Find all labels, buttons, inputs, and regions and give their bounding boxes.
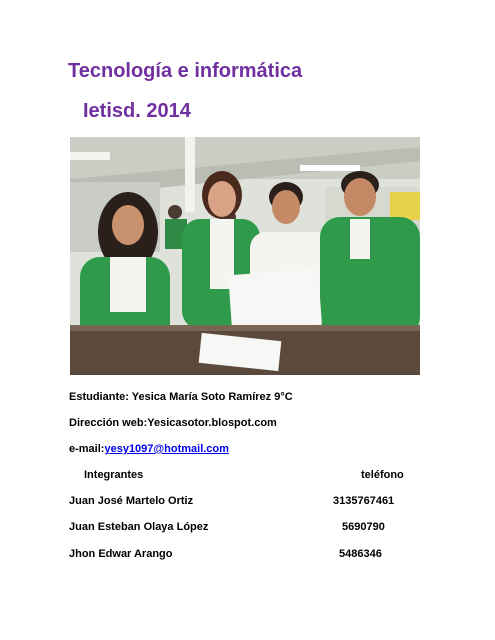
student-name: Estudiante: Yesica María Soto Ramírez 9°C <box>69 391 293 403</box>
email-line <box>69 443 229 455</box>
students-photo <box>70 137 420 375</box>
members-header: Integrantes <box>84 469 144 481</box>
member-phone: 3135767461 <box>333 495 395 507</box>
member-name: Juan José Martelo Ortiz <box>69 495 194 507</box>
member-phone: 5690790 <box>342 521 385 533</box>
web-address: Dirección web:Yesicasotor.blospot.com <box>69 417 277 429</box>
email-link[interactable]: yesy1097@hotmail.com <box>104 443 229 455</box>
member-phone: 5486346 <box>339 548 382 560</box>
document-subtitle: Ietisd. 2014 <box>83 100 191 122</box>
document-title: Tecnología e informática <box>68 60 303 82</box>
member-name: Juan Esteban Olaya López <box>69 521 209 533</box>
email-label: e-mail: <box>69 443 105 455</box>
phone-header: teléfono <box>361 469 404 481</box>
member-name: Jhon Edwar Arango <box>69 548 173 560</box>
